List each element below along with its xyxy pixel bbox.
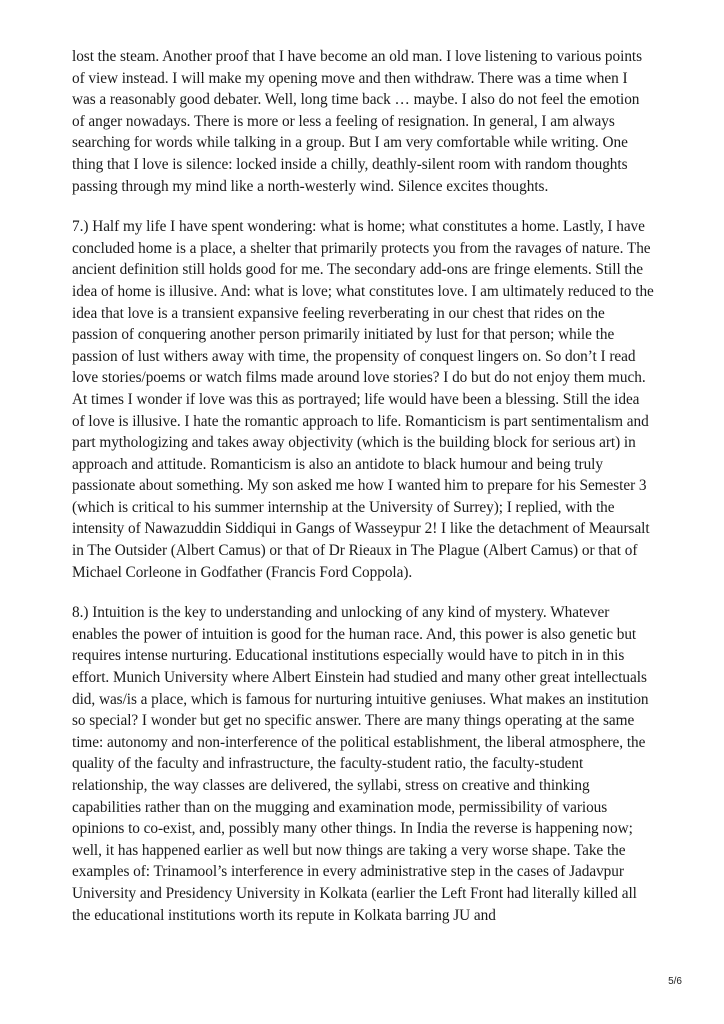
paragraph-7-home-and-love: 7.) Half my life I have spent wondering: what is home; what constitutes a home. Lastly, I have concluded home is a place, a shelter that primarily protects you from the ravages of nature. The ancient definition still holds good for me. The secondary add-ons are fringe elements. Still the idea of home is illusive. And: what is love; what constitutes love. I am ultimately reduced to the idea that love is a transient expansive feeling reverberating in our chest that rides on the passion of conquering another person primarily initiated by lust for that person; while the passion of lust withers away with time, the propensity of conquest lingers on. So don’t I read love stories/poems or watch films made around love stories? I do but do not enjoy them much. At times I wonder if love was this as portrayed; life would have been a blessing. Still the idea of love is illusive. I hate the romantic approach to life. Romanticism is part sentimentalism and part mythologizing and takes away objectivity (which is the building block for serious art) in approach and attitude. Romanticism is also an antidote to black humour and being truly passionate about something. My son asked me how I wanted him to prepare for his Semester 3 (which is critical to his summer internship at the University of Surrey); I replied, with the intensity of Nawazuddin Siddiqui in Gangs of Wasseypur 2! I like the detachment of Meaursalt in The Outsider (Albert Camus) or that of Dr Rieaux in The Plague (Albert Camus) or that of Michael Corleone in Godfather (Francis Ford Coppola). [72, 218, 654, 581]
paragraph-continuation: lost the steam. Another proof that I have become an old man. I love listening to various points of view instead. I will make my opening move and then withdraw. There was a time when I was a reasonably good debater. Well, long time back … maybe. I also do not feel the emotion of anger nowadays. There is more or less a feeling of resignation. In general, I am always searching for words while talking in a group. But I am very comfortable while writing. One thing that I love is silence: locked inside a chilly, deathly-silent room with random thoughts passing through my mind like a north-westerly wind. Silence excites thoughts. [72, 48, 643, 195]
paragraph-8-intuition: 8.) Intuition is the key to understanding and unlocking of any kind of mystery. Whatever enables the power of intuition is good for the human race. And, this power is also genetic but requires intense nurturing. Educational institutions especially would have to pitch in in this effort. Munich University where Albert Einstein had studied and many other great intellectuals did, was/is a place, which is famous for nurturing intuitive geniuses. What makes an institution so special? I wonder but get no specific answer. There are many things operating at the same time: autonomy and non-interference of the political establishment, the liberal atmosphere, the quality of the faculty and infrastructure, the faculty-student ratio, the faculty-student relationship, the way classes are delivered, the syllabi, stress on creative and thinking capabilities rather than on the mugging and examination mode, permissibility of various opinions to co-exist, and, possibly many other things. In India the reverse is happening now; well, it has happened earlier as well but now things are taking a very worse shape. Take the examples of: Trinamool’s interference in every administrative step in the cases of Jadavpur University and Presidency University in Kolkata (earlier the Left Front had literally killed all the educational institutions worth its repute in Kolkata barring JU and [72, 604, 649, 924]
document-body [72, 46, 654, 945]
page-number: 5/6 [668, 976, 682, 987]
